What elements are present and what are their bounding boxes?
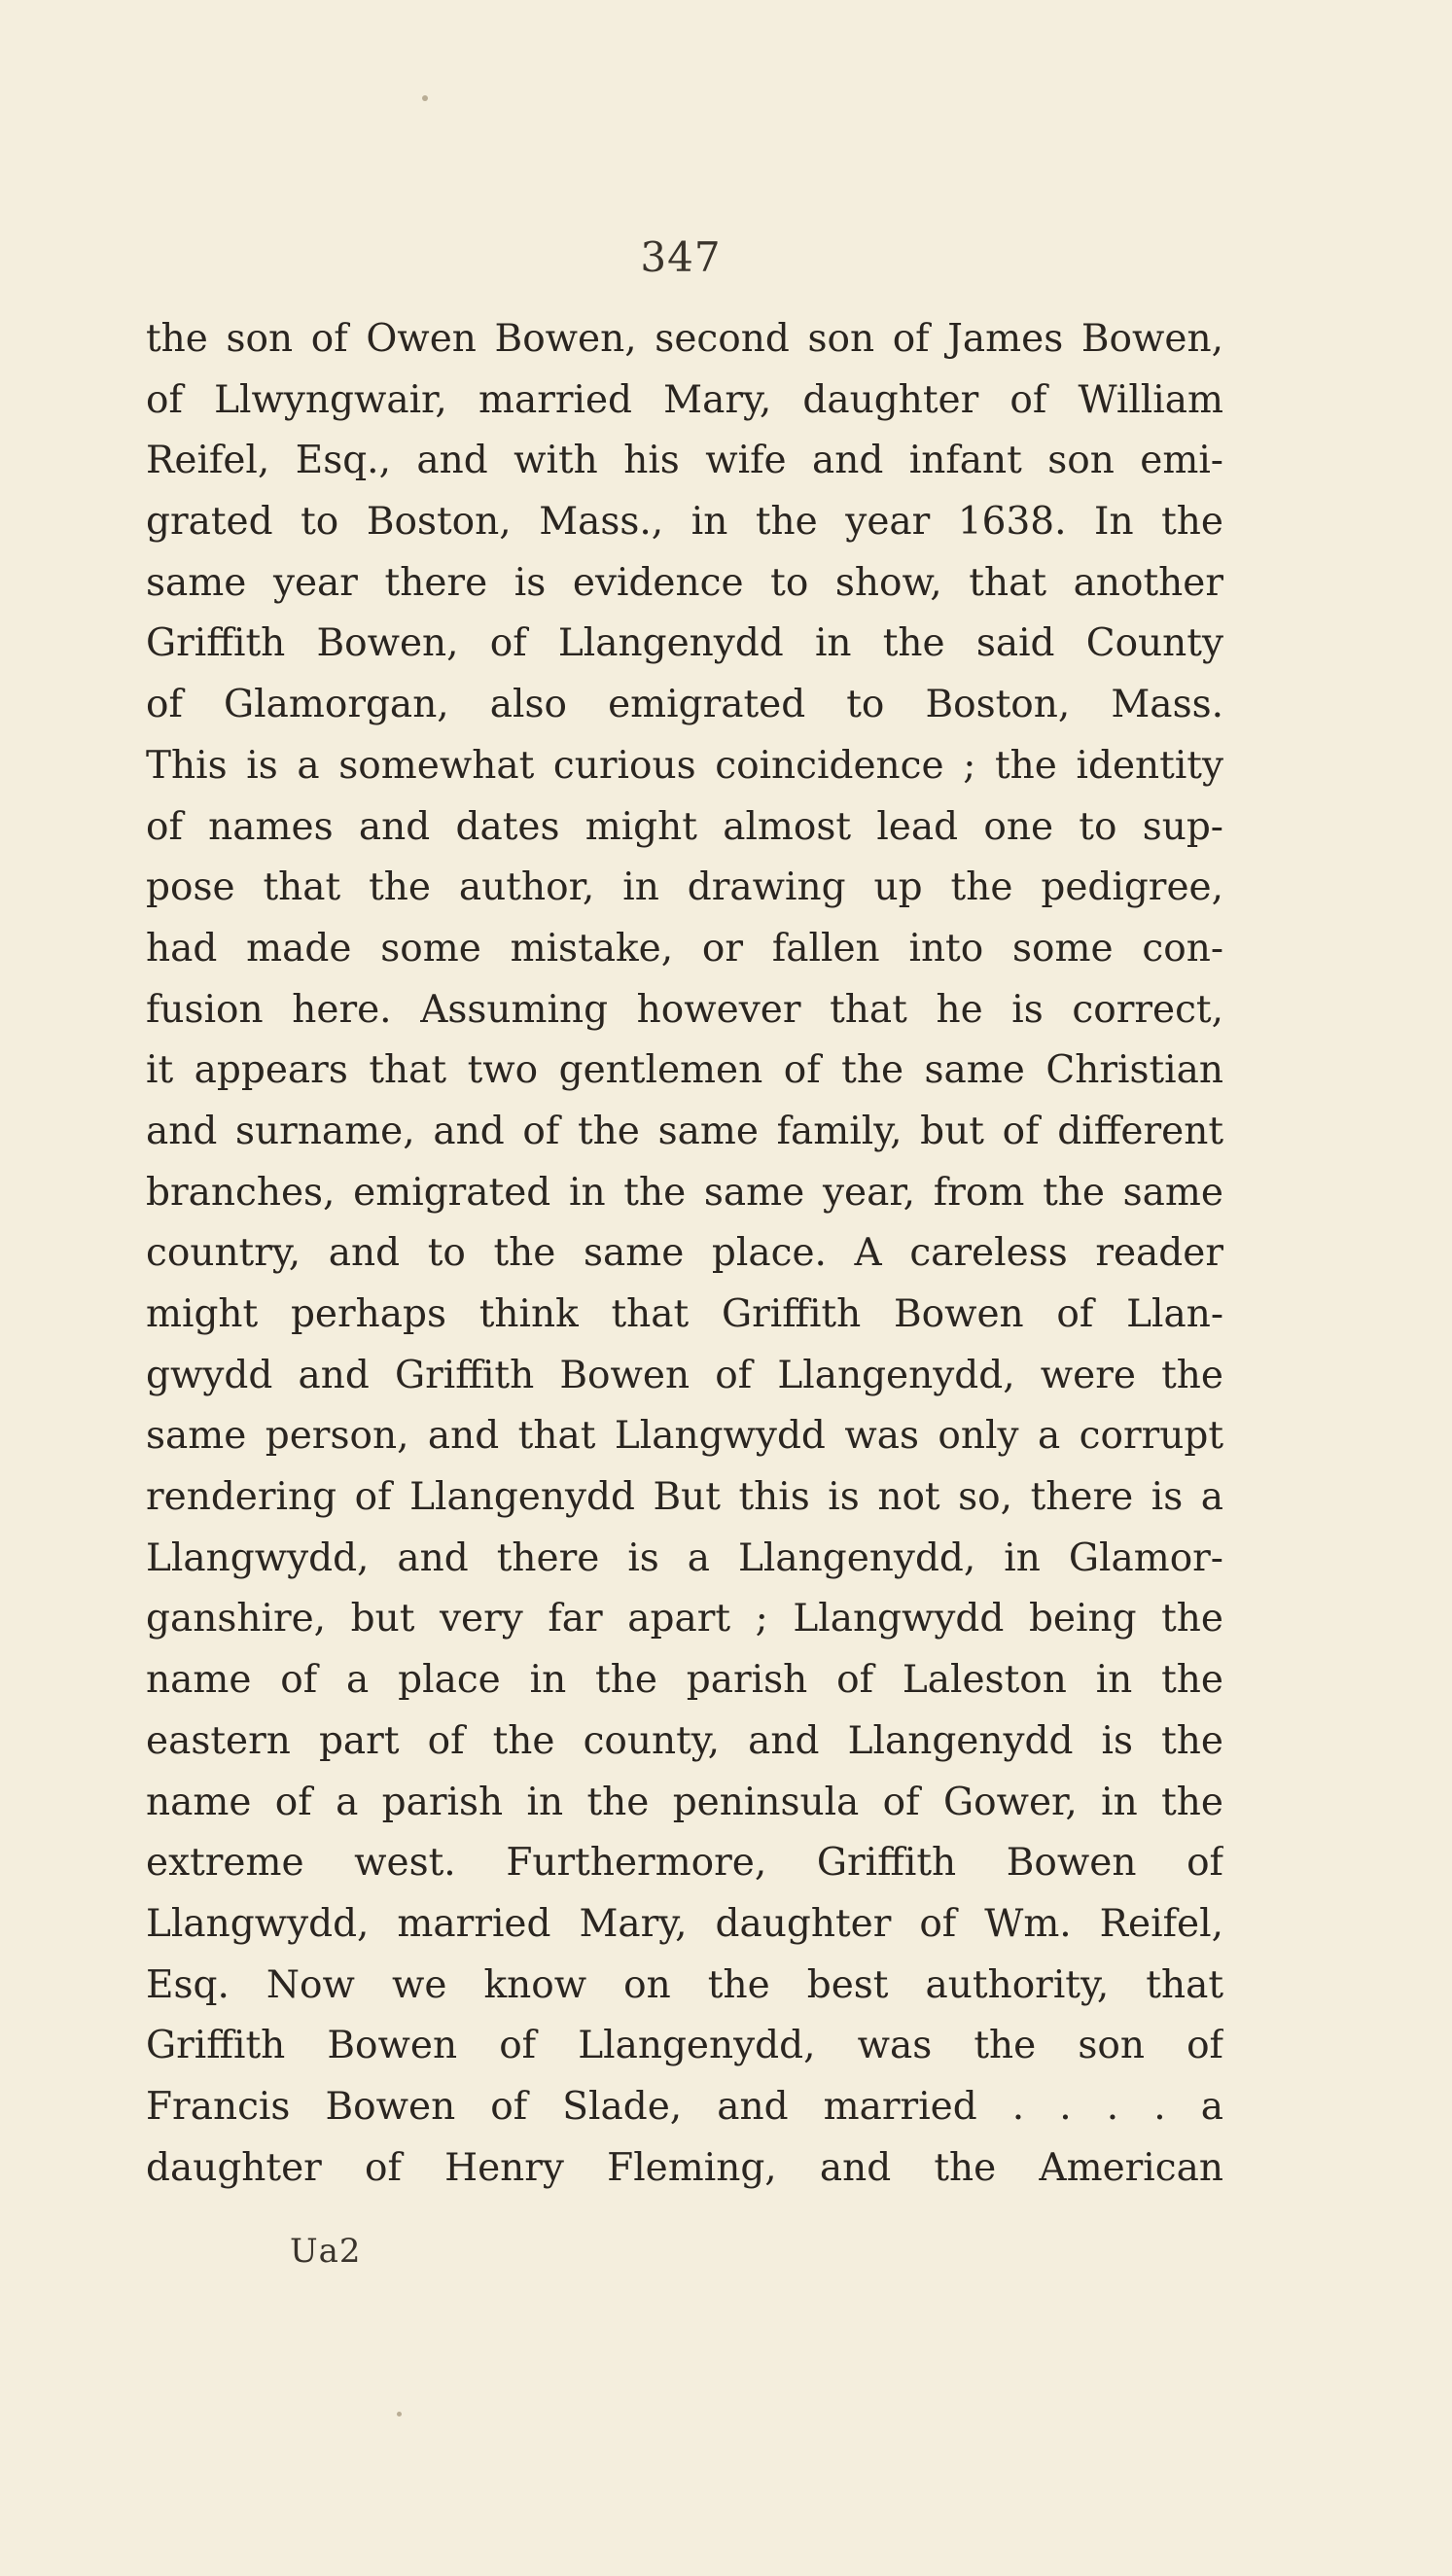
text-line: branches, emigrated in the same year, from the same (146, 1170, 1223, 1215)
text-line: gwydd and Griffith Bowen of Llangenydd, were the (146, 1353, 1223, 1397)
text-line: same year there is evidence to show, that another (146, 560, 1223, 605)
text-line: Esq. Now we know on the best authority, that (146, 1962, 1223, 2007)
text-line: Llangwydd, and there is a Llangenydd, in Glamor- (146, 1535, 1223, 1580)
text-line: extreme west. Furthermore, Griffith Bowen of (146, 1841, 1223, 1886)
body-text (146, 309, 1223, 2199)
text-line: same person, and that Llangwydd was only a corrupt (146, 1414, 1223, 1459)
text-line: and surname, and of the same family, but of different (146, 1109, 1223, 1153)
text-line: name of a parish in the peninsula of Gower, in the (146, 1780, 1223, 1824)
text-line: Llangwydd, married Mary, daughter of Wm. Reifel, (146, 1901, 1223, 1946)
text-line: of Glamorgan, also emigrated to Boston, Mass. (146, 683, 1223, 727)
text-line: it appears that two gentlemen of the same Christian (146, 1048, 1223, 1093)
text-line: might perhaps think that Griffith Bowen of Llan- (146, 1292, 1223, 1336)
paper-speck (422, 95, 428, 101)
paper-speck (397, 2412, 402, 2417)
text-line: Reifel, Esq., and with his wife and infant son emi- (146, 439, 1223, 483)
text-line: pose that the author, in drawing up the pedigree, (146, 865, 1223, 910)
page-number: 347 (640, 233, 722, 281)
text-line: the son of Owen Bowen, second son of James Bowen, (146, 317, 1223, 361)
text-line: had made some mistake, or fallen into some con- (146, 926, 1223, 970)
text-line: of names and dates might almost lead one to sup- (146, 804, 1223, 849)
text-line: country, and to the same place. A careless reader (146, 1231, 1223, 1276)
text-line: daughter of Henry Fleming, and the American (146, 2145, 1223, 2190)
text-line: ganshire, but very far apart ; Llangwydd being the (146, 1597, 1223, 1641)
text-line: This is a somewhat curious coincidence ; the identity (146, 743, 1223, 788)
text-line: Griffith Bowen, of Llangenydd in the said County (146, 621, 1223, 666)
text-line: of Llwyngwair, married Mary, daughter of William (146, 377, 1223, 422)
text-line: eastern part of the county, and Llangenydd is the (146, 1718, 1223, 1763)
text-line: name of a place in the parish of Laleston in the (146, 1658, 1223, 1703)
text-line: Griffith Bowen of Llangenydd, was the son of (146, 2024, 1223, 2068)
signature-mark: Ua2 (290, 2232, 362, 2271)
text-line: fusion here. Assuming however that he is correct, (146, 987, 1223, 1032)
text-line: grated to Boston, Mass., in the year 1638. In the (146, 500, 1223, 545)
text-line: rendering of Llangenydd But this is not so, there is a (146, 1475, 1223, 1520)
text-line: Francis Bowen of Slade, and married . . . . a (146, 2084, 1223, 2129)
